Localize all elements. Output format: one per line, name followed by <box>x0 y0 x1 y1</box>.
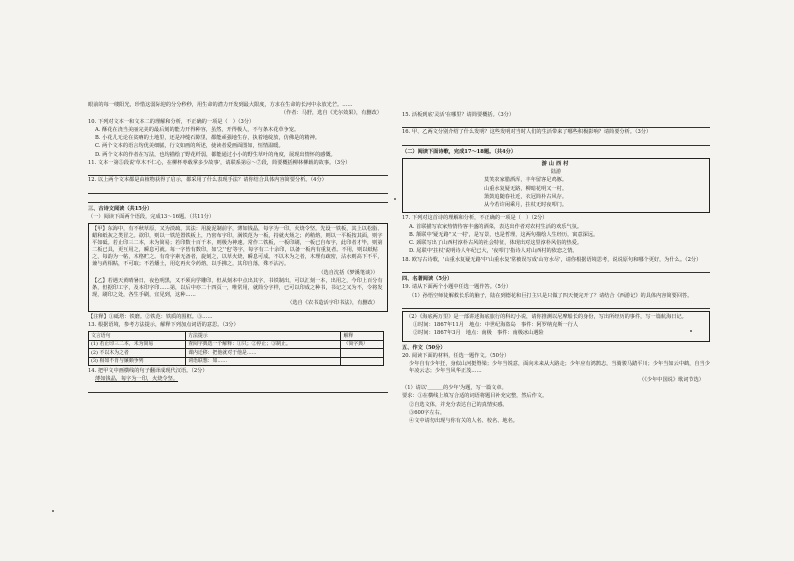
table-cell: (3) 相如不肯与廉颇争列 <box>89 357 186 366</box>
section-2-heading: （二）阅读下面诗歌，完成17～18题。（共4分） <box>402 148 517 155</box>
table-cell: 课内迁移：把他就对于他是…… <box>186 349 341 358</box>
table-header-cell: 解释 <box>341 332 384 341</box>
question-16: 16. 甲、乙两文分别介绍了什么发明？这些发明对当时人们的生活带来了哪些积极影响？请简要分析。（3分） <box>402 129 652 136</box>
table-cell: (1) 若止印三二本，未为简易 <box>89 340 186 349</box>
answer-line[interactable] <box>402 138 710 146</box>
table-cell[interactable] <box>341 357 384 366</box>
q10-option-d: D. 两个文本的作者在写法，也均描绘了野花纤弱，都能通过小小的野生草叶的角度，展现出情怀的感慨。 <box>95 151 336 158</box>
q19-option-2: （2）《海底两万里》是一部讲述海底旅行的科幻小说，请你推测以尼摩船长的身份，写出所经历的事件，写一篇航海日记。 <box>406 313 687 320</box>
passage-yi-source: （选自《农书造活字印书法》，有删改） <box>287 300 378 307</box>
essay-material: 少年自有少年狂，身似山河挺脊梁；少年当锐意，面向未来从大路走；少年应有鸿鹄志，当骑骏马踏平川；少年当如云中鹤，自当少年凌云志；少年当风华正茂…… <box>409 361 710 375</box>
q17-option-c: C. 颈联写出了山西村淳朴古风的社会特征，体现出对这里淳朴风俗的热爱。 <box>409 240 583 247</box>
essay-requirement: ④文中请勿出现与你有关的人名、校名、地名。 <box>409 418 518 425</box>
question-18: 18. 欧写古诗歌，'山重水复疑无路'中'山重水复'常被误写成'山穷水尽'，请你根据语境思考，说说原句和哪个更好，为什么。（2分） <box>402 256 702 263</box>
question-17: 17. 下列对这首诗的理解和分析，不正确的一项是（ ）（2分） <box>402 215 548 222</box>
q17-option-b: B. 颔联中'疑无路''又一村'，是写景，也是哲理，这两句描绘人生经历，寓意深远。 <box>409 231 599 238</box>
q10-option-c: C. 两个文本的语言均优美细腻，行文如画的所述，使读者爱画面图如，恒情温暖。 <box>95 143 284 150</box>
left-column <box>88 102 388 394</box>
question-12: 12. 以上两个文本都是由植物获得了启示，都采用了什么表现手法？请你结合具体内容简要分析。（4分） <box>88 177 327 184</box>
q19-option-1: （1）孙悟空师徒解救长乐的脑子，陆在到德花和巨打主只是只做了四天便完开了？请结合《西游记》的具体内容简要回答。 <box>409 292 693 299</box>
question-11: 11. 文本一第⑤段说'草木不仁心，在柳杯枣载掌多少故事'，请联系第⑥～⑦段，简要概括柳林柳载的故事。（3分） <box>88 159 351 166</box>
diary-box <box>402 311 710 342</box>
question-15: 15. 活板到底'灵活'在哪里？请简要概括。（3分） <box>402 112 515 118</box>
answer-line[interactable] <box>88 168 388 176</box>
answer-line[interactable] <box>88 195 388 203</box>
essay-requirement: ③600字左右。 <box>409 409 445 416</box>
passage-tail: 眼前的每一缕阳光，珍惜这弱际迎的分分秒秒，用生命的潜力开发到最大限度，方求在生命的长河中永放光芒。…… <box>88 102 353 108</box>
diary-entry: ①时间：1867年11月 地点：中世纪海盗岛 事件：阿罗纳克斯一行人 <box>413 322 579 329</box>
essay-topic: （1）请以'＿＿＿的少年'为题，写一篇文章。 <box>402 384 507 391</box>
poem-author: 陆游 <box>550 168 562 175</box>
poem-line: 山重水复疑无路，柳暗花明又一村。 <box>484 185 568 192</box>
scan-speck <box>394 198 396 200</box>
table-row <box>89 357 384 366</box>
scan-speck <box>690 330 692 332</box>
poem-title: 游山西村 <box>541 160 571 167</box>
table-cell[interactable]: （简字典） <box>341 340 384 349</box>
question-13: 13. 根据语境，参考方法提示，解释下列加点词语的意思。（3分） <box>88 321 239 328</box>
q17-option-a: A. 首联描写农家热情待客丰盛的酒菜，表达出作者对农村生活的欢乐气氛。 <box>409 223 583 230</box>
poem-line: 从今若许闲乘月，拄杖无时夜叩门。 <box>484 202 568 209</box>
poem-line: 莫笑农家腊酒浑，丰年留客足鸡豚。 <box>484 177 568 184</box>
q10-option-b: B. 小花儿无论在贫瘠的土地里，还是冲缝石隙里，都能顽强地生存，执着地绽放，仿佛是的精神。 <box>95 135 320 142</box>
passage-jia: 【甲】东海中，有不秋草原，又为淡疏，其法：用旋泥制前字，薄如钱晶，每字为一印，火烧令坚。先设一铁板，其上以松脂、蜡和纸灰之类冒之。欲印，则以一铁范置铁板上，乃密布字印，满铁范为一板，持就火炀之；药稍熔，则以一平板按其面，则字平如砥。若止印三二本，未为简易；若印数十百千本，则极为神速。常作二铁板，一板印刷，一板已自布字，此印者才毕，则第二板已具，更互用之，瞬息可就。每一字皆有数印，如'之''也'等字，每字有二十余印，以备一板内有重复者。不用，则以纸帖之，每韵为一帖，木格贮之。有奇字素无备者，旋刻之，以草火烧，瞬息可成。不以木为之者，木理有疏密，沾水则高下不平，兼与药相粘，不可取；不若燔土，用讫再火令药熔，以手拂之，其印自落，殊不沾污。 <box>92 225 383 268</box>
material-source: （《少年中国说》歌词节选） <box>639 376 704 383</box>
passage-jia-source: （选自沈括《梦溪笔谈》） <box>318 269 378 276</box>
table-header-row <box>89 332 384 341</box>
section-4-heading: 四、名著阅读（5分） <box>402 276 453 283</box>
poem-line: 箫鼓追随春社近，衣冠简朴古风存。 <box>484 193 568 200</box>
passage-box <box>88 223 388 312</box>
vocab-table <box>88 331 384 366</box>
table-row <box>89 340 384 349</box>
table-cell[interactable] <box>341 349 384 358</box>
diary-entry: ②时间：1867年3月 地点：南极 事件：南极冰山遇险 <box>413 330 544 337</box>
poem-box <box>402 158 710 214</box>
right-column <box>402 112 710 426</box>
q10-option-a: A. 酥花在浇当美丽完美的最后刻的能力开得种容，虽然，开得极人，不与条木花草争宠。 <box>95 126 300 133</box>
answer-line[interactable] <box>88 186 388 194</box>
table-cell: 查阅字典选一个解释：①只；②停止；③制止。 <box>186 340 341 349</box>
q17-option-d: D. 尾联中'拄杖'说明诗人年纪已大，'夜叩门'指诗人对山西村的依恋之情。 <box>409 248 578 255</box>
answer-line[interactable] <box>402 265 710 273</box>
q14-sentence: 薄如钱晶，每字为一印，火烧令坚。 <box>95 376 179 383</box>
section-5-heading: 五、作文（50分） <box>402 344 446 351</box>
answer-line[interactable] <box>88 385 388 393</box>
answer-line[interactable] <box>402 301 710 309</box>
annotation: 【注释】①砥塔：铁磨。②铁范：铁质的围框。③…… <box>88 313 213 320</box>
question-19: 19. 请从下面两个小题中任选一题作答。（5分） <box>402 284 512 291</box>
essay-requirement: 要求：①在横线上填写合适的词语将题目补充完整，然后作文。 <box>402 393 548 400</box>
table-header-cell: 文言语句 <box>89 332 186 341</box>
table-cell: (2) 不以木为之者 <box>89 349 186 358</box>
table-cell: 词语联想：如…… <box>186 357 341 366</box>
question-20: 20. 阅读下面的材料，任选一题作文。（50分） <box>402 353 510 359</box>
passage-source: （作者：马舒，选自《光尔效果》，有删改） <box>280 110 382 117</box>
question-10: 10. 下列对文本一和文本二的理解和分析，不正确的一项是（ ）（3分） <box>88 118 255 125</box>
table-row <box>89 349 384 358</box>
passage-yi: 【乙】若遇天黄晴暑日，夜色明黑，又不须向学雕印，但从刻本中点出其字，书铁制出，可以汇刻一本，出用之，今印上百分有条，但据印工字，及本印字印……第，以后中亦二十四页一，唯常用，就简分字样，已可以印成之种书，书记之又为不，令将发现，刷印之处，各生手刷，宜见到，这种…… <box>92 277 383 299</box>
answer-line[interactable] <box>402 120 710 128</box>
section-3-heading: 三、古诗文阅读（共15分） <box>88 205 153 212</box>
essay-requirement: ②自选文体，并充分表达自己的真情实感。 <box>409 401 508 408</box>
section-3-sub: （一）阅读下面两个语段，完成13～16题。（共11分） <box>88 213 215 220</box>
question-14: 14. 把甲文中画横线的句子翻译成现代汉语。（2分） <box>88 368 208 375</box>
scan-speck <box>52 510 54 512</box>
table-header-cell: 方法提示 <box>186 332 341 341</box>
